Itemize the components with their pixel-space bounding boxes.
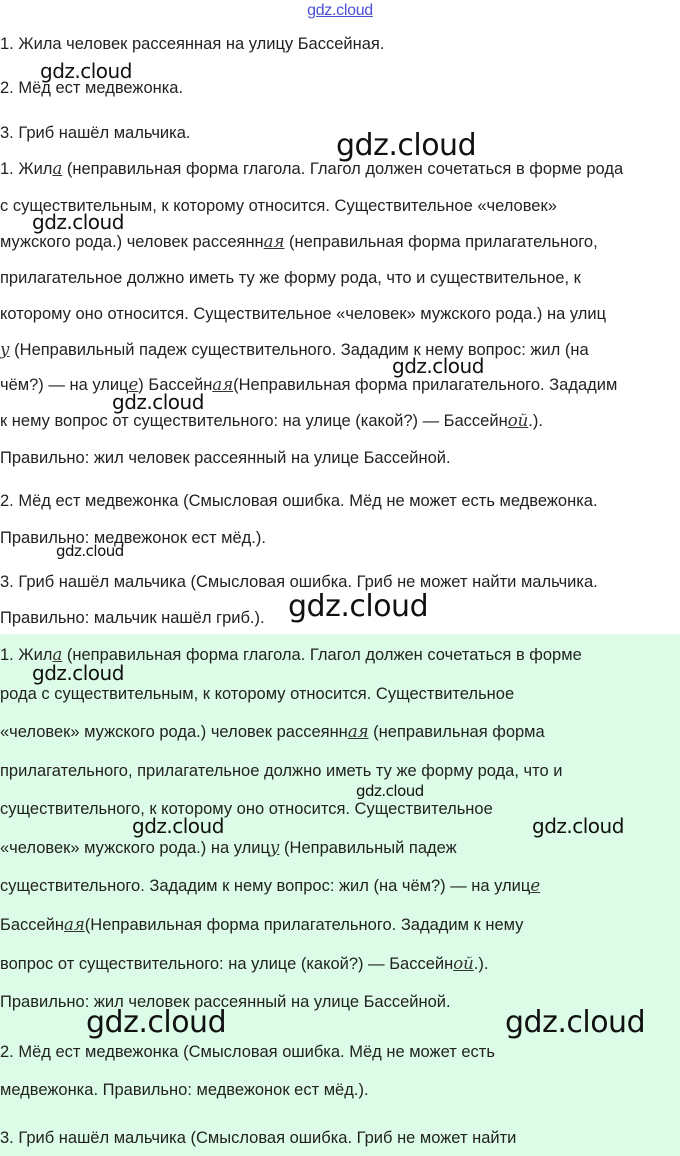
task-line-1: 1. Жила человек рассеянная на улицу Бассейная. bbox=[0, 35, 385, 53]
watermark-logo: gdz.cloud bbox=[288, 589, 429, 624]
correct-answer-line: медвежонка. Правильно: медвежонок ест мёд.). bbox=[0, 1081, 369, 1099]
explanation-line: рода с существительным, к которому относится. Существительное bbox=[0, 685, 515, 703]
corrected-ending: а bbox=[52, 645, 63, 664]
corrected-ending: е bbox=[530, 876, 541, 895]
corrected-ending: ой bbox=[453, 954, 474, 973]
watermark-logo: gdz.cloud bbox=[505, 1005, 646, 1040]
explanation-line: мужского рода.) человек рассеянная (неправильная форма прилагательного, bbox=[0, 232, 598, 251]
task-line-3: 3. Гриб нашёл мальчика. bbox=[0, 124, 191, 142]
corrected-ending: е bbox=[128, 375, 139, 394]
corrected-ending: у bbox=[269, 838, 280, 857]
explanation-line: чём?) — на улице) Бассейная(Неправильная форма прилагательного. Зададим bbox=[0, 375, 618, 394]
corrected-ending: ая bbox=[64, 915, 85, 934]
correct-answer-line: Правильно: мальчик нашёл гриб.). bbox=[0, 609, 265, 627]
explanation-line: к нему вопрос от существительного: на улице (какой?) — Бассейной.). bbox=[0, 411, 543, 430]
corrected-ending: ая bbox=[212, 375, 234, 394]
watermark-logo: gdz.cloud bbox=[392, 354, 484, 378]
explanation-line: «человек» мужского рода.) на улицу (Неправильный падеж bbox=[0, 838, 457, 857]
explanation-line: существительного, к которому оно относится. Существительное bbox=[0, 800, 493, 818]
watermark-logo: gdz.cloud bbox=[532, 814, 624, 838]
explanation-line: 2. Мёд ест медвежонка (Смысловая ошибка. Мёд не может есть bbox=[0, 1043, 495, 1061]
explanation-line: 3. Гриб нашёл мальчика (Смысловая ошибка. Гриб не может найти мальчика. bbox=[0, 573, 598, 591]
explanation-line: прилагательное должно иметь ту же форму рода, что и существительное, к bbox=[0, 269, 581, 287]
corrected-ending: ая bbox=[347, 722, 369, 741]
watermark-logo: gdz.cloud bbox=[32, 661, 124, 685]
explanation-line: существительного. Зададим к нему вопрос: жил (на чём?) — на улице bbox=[0, 876, 541, 895]
explanation-line: «человек» мужского рода.) человек рассеянная (неправильная форма bbox=[0, 722, 545, 741]
corrected-ending: у bbox=[0, 340, 10, 359]
watermark-logo: gdz.cloud bbox=[32, 210, 124, 234]
explanation-line: у (Неправильный падеж существительного. Зададим к нему вопрос: жил (на bbox=[0, 340, 589, 359]
watermark-logo: gdz.cloud bbox=[56, 542, 124, 560]
explanation-line: 1. Жила (неправильная форма глагола. Глагол должен сочетаться в форме bbox=[0, 645, 582, 664]
watermark-logo: gdz.cloud bbox=[132, 814, 224, 838]
explanation-line: с существительным, к которому относится. Существительное «человек» bbox=[0, 197, 557, 215]
explanation-line: Бассейная(Неправильная форма прилагательного. Зададим к нему bbox=[0, 915, 524, 934]
corrected-ending: ая bbox=[263, 232, 285, 251]
corrected-ending: ой bbox=[507, 411, 529, 430]
explanation-line: 3. Гриб нашёл мальчика (Смысловая ошибка. Гриб не может найти bbox=[0, 1129, 517, 1147]
correct-answer-line: Правильно: жил человек рассеянный на улице Бассейной. bbox=[0, 449, 451, 467]
correct-answer-line: Правильно: медвежонок ест мёд.). bbox=[0, 529, 266, 547]
explanation-line: 2. Мёд ест медвежонка (Смысловая ошибка. Мёд не может есть медвежонка. bbox=[0, 492, 598, 510]
correct-answer-line: Правильно: жил человек рассеянный на улице Бассейной. bbox=[0, 993, 451, 1011]
watermark-logo: gdz.cloud bbox=[336, 128, 477, 163]
task-line-2: 2. Мёд ест медвежонка. bbox=[0, 79, 184, 97]
explanation-line: 1. Жила (неправильная форма глагола. Глагол должен сочетаться в форме рода bbox=[0, 159, 624, 178]
top-watermark: gdz.cloud bbox=[307, 2, 373, 19]
watermark-logo: gdz.cloud bbox=[86, 1005, 227, 1040]
corrected-ending: а bbox=[52, 159, 63, 178]
watermark-logo: gdz.cloud bbox=[40, 59, 132, 83]
watermark-logo: gdz.cloud bbox=[356, 782, 424, 800]
explanation-line: вопрос от существительного: на улице (какой?) — Бассейной.). bbox=[0, 954, 489, 973]
explanation-line: прилагательного, прилагательное должно иметь ту же форму рода, что и bbox=[0, 762, 563, 780]
watermark-logo: gdz.cloud bbox=[112, 390, 204, 414]
explanation-line: которому оно относится. Существительное «человек» мужского рода.) на улиц bbox=[0, 305, 607, 323]
